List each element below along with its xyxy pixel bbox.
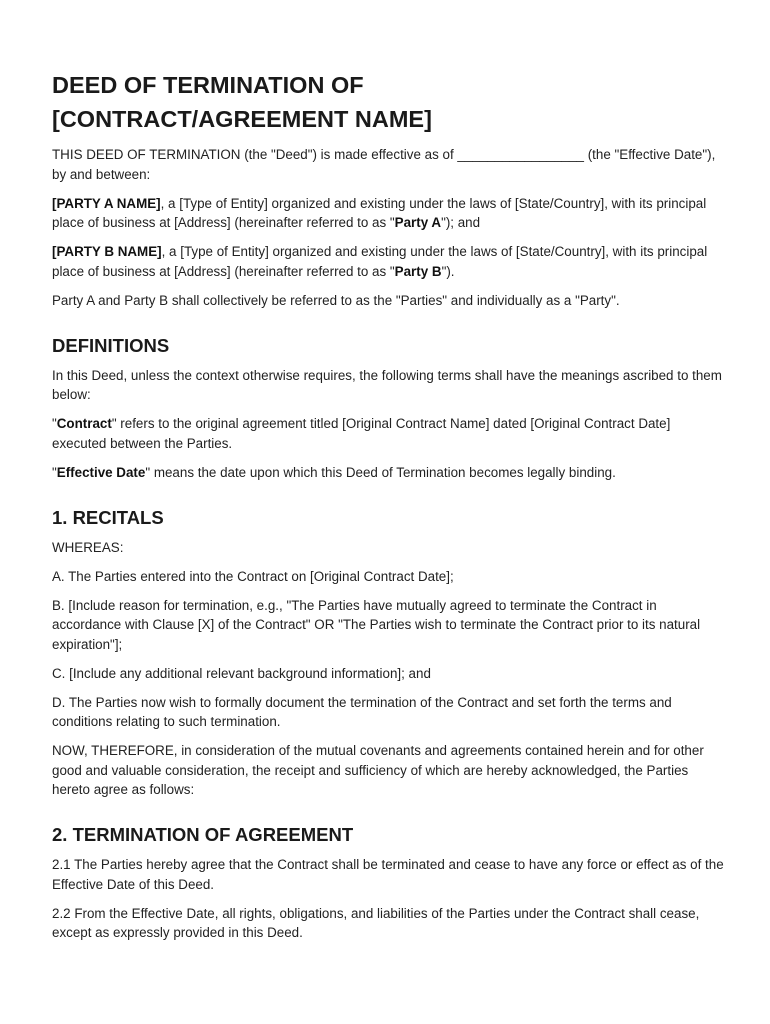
definition-contract: "Contract" refers to the original agreement titled [Original Contract Name] dated [Original Contract Date] executed between the Parties. xyxy=(52,416,671,451)
party-b-text-2: "). xyxy=(441,263,455,279)
party-b-text-1: , a [Type of Entity] organized and existing under the laws of [State/Country], with its principal place of business at [Address] (hereinafter referred to as " xyxy=(52,244,708,279)
definitions-heading: DEFINITIONS xyxy=(52,334,170,356)
party-a-label: Party A xyxy=(394,215,442,230)
definition-contract-term: Contract xyxy=(56,416,112,431)
recitals-whereas: WHEREAS: xyxy=(52,539,124,555)
termination-clause-2-2: 2.2 From the Effective Date, all rights, obligations, and liabilities of the Parties under the Contract shall cease, except as expressly provided in this Deed. xyxy=(52,905,700,940)
recitals-heading: 1. RECITALS xyxy=(52,506,164,528)
title-line-1: DEED OF TERMINATION OF xyxy=(52,72,364,98)
definitions-intro: In this Deed, unless the context otherwise requires, the following terms shall have the meanings ascribed to them below: xyxy=(52,367,722,402)
definition-effective-date-text: " means the date upon which this Deed of Termination becomes legally binding. xyxy=(145,464,616,480)
party-b-paragraph xyxy=(52,242,724,281)
recital-item-d: D. The Parties now wish to formally document the termination of the Contract and set forth the terms and conditions relating to such termination. xyxy=(52,694,672,729)
party-a-name: [PARTY A NAME] xyxy=(52,195,161,211)
definition-contract-text: " refers to the original agreement titled [Original Contract Name] dated [Original Contract Date] executed between the Parties. xyxy=(52,416,671,451)
document-title xyxy=(52,68,724,136)
termination-clause-2-1: 2.1 The Parties hereby agree that the Contract shall be terminated and cease to have any force or effect as of the Effective Date of this Deed. xyxy=(52,857,724,892)
definition-effective-date: "Effective Date" means the date upon which this Deed of Termination becomes legally binding. xyxy=(52,464,616,480)
title-line-2: [CONTRACT/AGREEMENT NAME] xyxy=(52,106,432,132)
document-page xyxy=(52,68,724,952)
party-b-label: Party B xyxy=(394,263,442,279)
termination-heading: 2. TERMINATION OF AGREEMENT xyxy=(52,824,354,845)
party-a-text-2: "); and xyxy=(441,215,481,230)
party-a-text-1: , a [Type of Entity] organized and existing under the laws of [State/Country], with its principal place of business at [Address] (hereinafter referred to as " xyxy=(52,195,707,230)
recital-item-c: C. [Include any additional relevant background information]; and xyxy=(52,665,431,681)
party-b-name: [PARTY B NAME] xyxy=(52,244,162,259)
recitals-now-therefore: NOW, THEREFORE, in consideration of the mutual covenants and agreements contained herein and for other good and valuable consideration, the receipt and sufficiency of which are hereby acknowledged, the Parties hereto agree as follows: xyxy=(52,743,704,797)
recital-item-a: A. The Parties entered into the Contract on [Original Contract Date]; xyxy=(52,568,454,584)
parties-collective-paragraph: Party A and Party B shall collectively be referred to as the "Parties" and individually as a "Party". xyxy=(52,292,620,308)
intro-paragraph: THIS DEED OF TERMINATION (the "Deed") is made effective as of _________________ (the "Effective Date"), by and between: xyxy=(52,147,716,182)
definition-effective-date-term: Effective Date xyxy=(56,464,146,480)
party-a-paragraph xyxy=(52,194,724,233)
recital-item-b: B. [Include reason for termination, e.g., "The Parties have mutually agreed to terminate the Contract in accordance with Clause [X] of the Contract" OR "The Parties wish to terminate the Contract prior to its natural expiration"]; xyxy=(52,597,701,652)
